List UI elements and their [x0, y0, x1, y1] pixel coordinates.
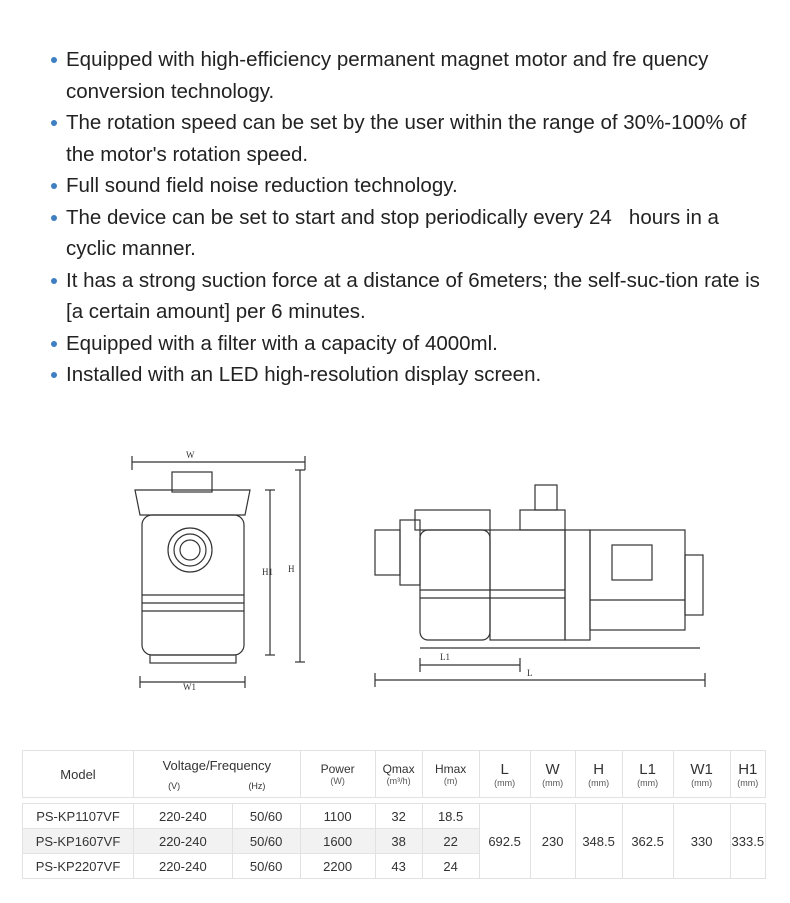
side-view-drawing: [375, 485, 705, 687]
header-label: Voltage/Frequency: [162, 757, 271, 773]
feature-text: Equipped with high-efficiency permanent magnet motor and fre quency conversion technology.: [66, 48, 709, 103]
cell-hmax: 24: [422, 854, 479, 879]
col-voltage-frequency: [134, 751, 301, 798]
header-label: W: [545, 760, 560, 778]
col-w: [530, 751, 575, 798]
header-unit: (mm): [737, 777, 759, 788]
dim-label-l1: L1: [440, 652, 450, 662]
cell-voltage: 220-240: [134, 854, 233, 879]
cell-qmax: 38: [375, 829, 422, 854]
header-unit: (mm): [637, 777, 659, 788]
header-label: H1: [738, 760, 758, 778]
cell-qmax: 43: [375, 854, 422, 879]
table-row: [23, 804, 766, 829]
col-l: [479, 751, 530, 798]
dim-label-w: W: [186, 450, 195, 460]
header-label: Qmax: [382, 762, 415, 776]
cell-qmax: 32: [375, 804, 422, 829]
header-unit: (V): [168, 780, 181, 791]
cell-frequency: 50/60: [232, 854, 300, 879]
feature-text: Full sound field noise reduction technology.: [66, 174, 458, 197]
cell-model: PS-KP1107VF: [23, 804, 134, 829]
feature-text: Equipped with a filter with a capacity of 4000ml.: [66, 331, 498, 355]
feature-text: Installed with an LED high-resolution display screen.: [66, 363, 542, 386]
col-h1: [730, 751, 765, 798]
cell-model: PS-KP1607VF: [23, 829, 134, 854]
header-label: Power: [320, 762, 355, 776]
header-unit: (mm): [691, 777, 713, 788]
header-label: L: [500, 760, 509, 778]
header-label: Hmax: [434, 762, 467, 776]
col-l1: [622, 751, 673, 798]
table-header-row: [23, 751, 766, 798]
header-unit: (mm): [542, 777, 564, 788]
cell-frequency: 50/60: [232, 804, 300, 829]
header-unit: (Hz): [248, 780, 266, 791]
cell-power: 1600: [300, 829, 375, 854]
col-hmax: [422, 751, 479, 798]
dim-label-l: L: [527, 668, 533, 678]
header-unit: (mm): [588, 777, 610, 788]
cell-power: 1100: [300, 804, 375, 829]
header-unit: (mm): [494, 777, 516, 788]
col-qmax: [375, 751, 422, 798]
cell-w: 230: [530, 804, 575, 879]
col-h: [575, 751, 622, 798]
cell-voltage: 220-240: [134, 829, 233, 854]
feature-text: The device can be set to start and stop periodically every 24 hours in a cyclic manner.: [66, 205, 725, 260]
cell-h1: 333.5: [730, 804, 765, 879]
cell-hmax: 22: [422, 829, 479, 854]
col-model: [23, 751, 134, 798]
col-w1: [673, 751, 730, 798]
cell-model: PS-KP2207VF: [23, 854, 134, 879]
cell-power: 2200: [300, 854, 375, 879]
cell-frequency: 50/60: [232, 829, 300, 854]
cell-w1: 330: [673, 804, 730, 879]
header-unit: (W): [330, 776, 345, 786]
dim-label-w1: W1: [183, 682, 196, 692]
feature-text: It has a strong suction force at a distance of 6meters; the self-suc-tion rate is [a certain amount] per 6 minutes.: [66, 268, 760, 323]
dim-label-h: H: [288, 564, 295, 574]
cell-h: 348.5: [575, 804, 622, 879]
dim-label-h1: H1: [262, 567, 273, 577]
header-unit: (m): [443, 776, 458, 786]
front-view-drawing: [132, 450, 305, 692]
spec-table: [22, 750, 766, 879]
header-label: H: [593, 760, 605, 778]
feature-text: The rotation speed can be set by the user within the range of 30%-100% of the motor's rotation speed.: [66, 111, 747, 166]
header-unit: (m³/h): [386, 776, 411, 786]
cell-voltage: 220-240: [134, 804, 233, 829]
header-label: W1: [690, 760, 713, 778]
cell-l: 692.5: [479, 804, 530, 879]
col-power: [300, 751, 375, 798]
cell-l1: 362.5: [622, 804, 673, 879]
header-label: L1: [639, 760, 656, 778]
header-label: Model: [60, 766, 96, 782]
cell-hmax: 18.5: [422, 804, 479, 829]
